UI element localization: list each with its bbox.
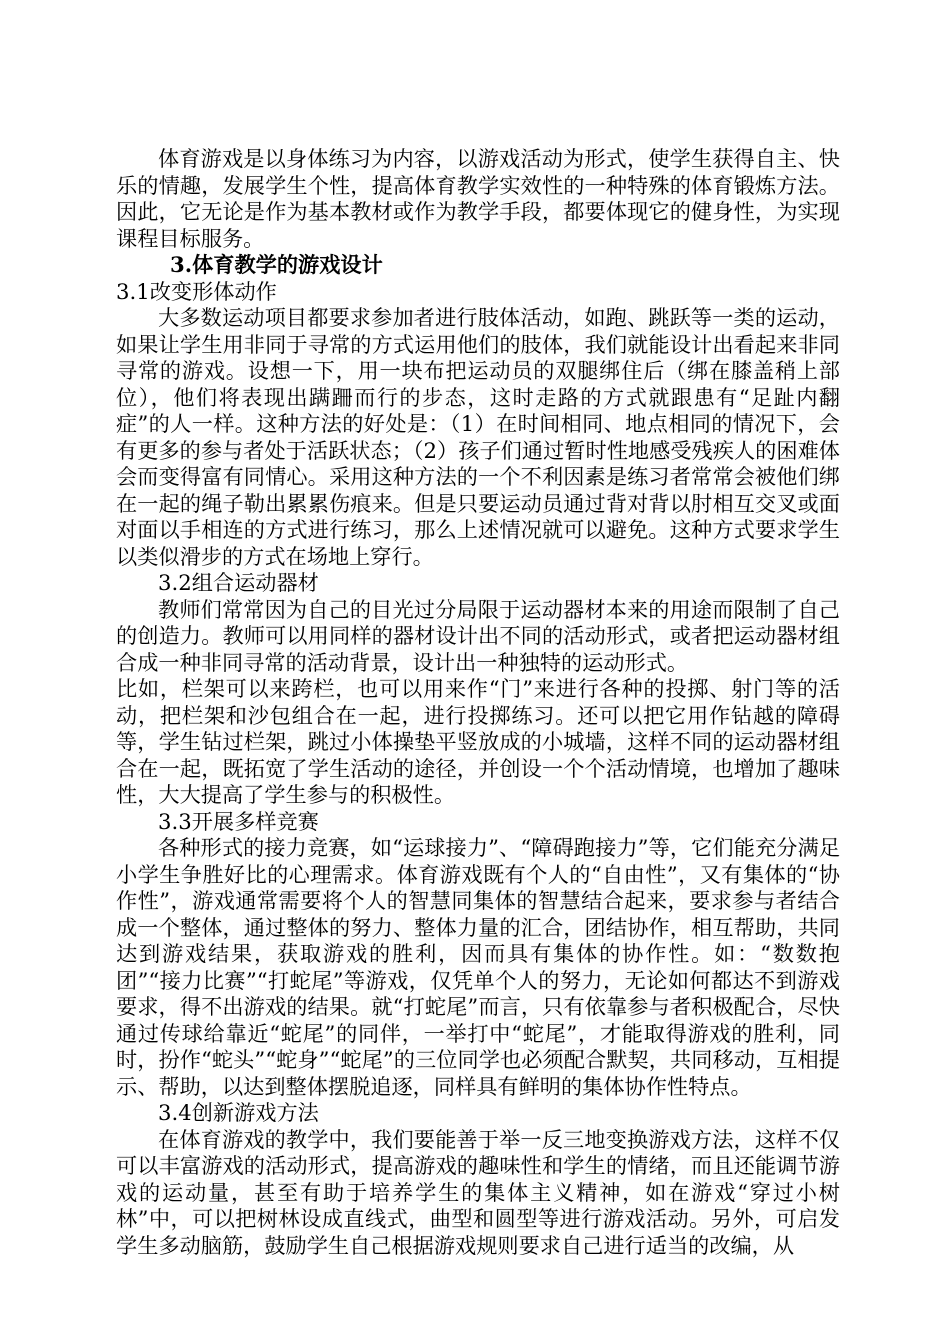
intro-paragraph: 体育游戏是以身体练习为内容，以游戏活动为形式，使学生获得自主、快乐的情趣，发展学生个性，提高体育教学实效性的一种特殊的体育锻炼方法。因此，它无论是作为基本教材或作为教学手段，都要体现它的健身性，为实现课程目标服务。	[116, 146, 840, 251]
subsection-title-3-3: 3.3开展多样竞赛	[158, 808, 319, 834]
section-heading: 3.体育教学的游戏设计	[170, 252, 383, 277]
paragraph-3-3: 各种形式的接力竞赛，如“运球接力”、“障碍跑接力”等，它们能充分满足小学生争胜好比的心理需求。体育游戏既有个人的“自由性”，又有集体的“协作性”，游戏通常需要将个人的智慧同集体的智慧结合起来，要求参与者结合成一个整体，通过整体的努力、整体力量的汇合，团结协作，相互帮助，共同达到游戏结果，获取游戏的胜利，因而具有集体的协作性。如：“数数抱团”“接力比赛”“打蛇尾”等游戏，仅凭单个人的努力，无论如何都达不到游戏要求，得不出游戏的结果。就“打蛇尾”而言，只有依靠参与者积极配合，尽快通过传球给靠近“蛇尾”的同伴，一举打中“蛇尾”，才能取得游戏的胜利，同时，扮作“蛇头”“蛇身”“蛇尾”的三位同学也必须配合默契，共同移动，互相提示、帮助，以达到整体摆脱追逐，同样具有鲜明的集体协作性特点。	[116, 835, 840, 1099]
paragraph-3-1: 大多数运动项目都要求参加者进行肢体活动，如跑、跳跃等一类的运动，如果让学生用非同于寻常的方式运用他们的肢体，我们就能设计出看起来非同寻常的游戏。设想一下，用一块布把运动员的双腿绑住后（绑在膝盖稍上部位），他们将表现出蹒跚而行的步态，这时走路的方式就跟患有“足趾内翻症”的人一样。这种方法的好处是：（1）在时间相同、地点相同的情况下，会有更多的参与者处于活跃状态；（2）孩子们通过暂时性地感受残疾人的困难体会而变得富有同情心。采用这种方法的一个不利因素是练习者常常会被他们绑在一起的绳子勒出累累伤痕来。但是只要运动员通过背对背以肘相互交叉或面对面以手相连的方式进行练习，那么上述情况就可以避免。这种方式要求学生以类似滑步的方式在场地上穿行。	[116, 305, 840, 569]
subsection-title-3-4: 3.4创新游戏方法	[158, 1100, 319, 1125]
paragraph-3-2: 教师们常常因为自己的目光过分局限于运动器材本来的用途而限制了自己的创造力。教师可以用同样的器材设计出不同的活动形式，或者把运动器材组合成一种非同寻常的活动背景，设计出一种独特的运动形式。	[116, 596, 840, 675]
subsection-title-3-2: 3.2组合运动器材	[158, 570, 319, 595]
paragraph-3-2-continued: 比如，栏架可以来跨栏，也可以用来作“门”来进行各种的投掷、射门等的活动，把栏架和沙包组合在一起，进行投掷练习。还可以把它用作钻越的障碍等，学生钻过栏架，跳过小体操垫平竖放成的小城墙，这样不同的运动器材组合在一起，既拓宽了学生活动的途径，并创设一个个活动情境，也增加了趣味性，大大提高了学生参与的积极性。	[116, 676, 840, 807]
document-body	[116, 146, 840, 1259]
paragraph-3-4: 在体育游戏的教学中，我们要能善于举一反三地变换游戏方法，这样不仅可以丰富游戏的活动形式，提高游戏的趣味性和学生的情绪，而且还能调节游戏的运动量，甚至有助于培养学生的集体主义精神，如在游戏“穿过小树林”中，可以把树林设成直线式，曲型和圆型等进行游戏活动。另外，可启发学生多动脑筋，鼓励学生自己根据游戏规则要求自己进行适当的改编，从	[116, 1126, 840, 1258]
subsection-title-3-1: 3.1改变形体动作	[116, 278, 277, 304]
